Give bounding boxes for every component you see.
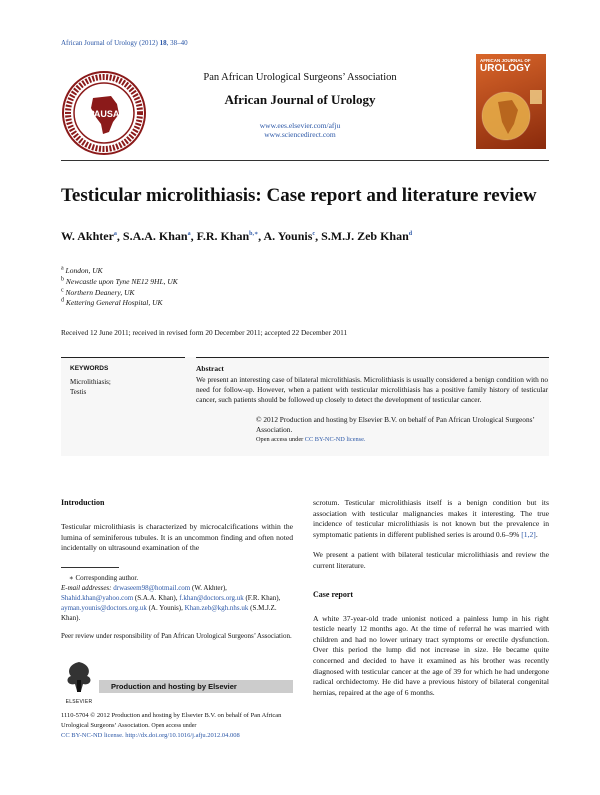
footnotes [61,573,293,641]
affiliation: $^d$ Kettering General Hospital, UK [61,297,163,308]
citation-link[interactable]: [1,2] [521,529,536,539]
abstract-text: We present an interesting case of bilateral microlithiasis. Microlithiasis is usually considered a benign condition with no need for follow-up. However, when a patient with testicular microlithiasis has a positive family history of testicular cancer, such patients should be followed up closely to detect the development of testicular cancer. [196,375,548,405]
cover-title-top: AFRICAN JOURNAL OF [480,58,531,63]
footnote-rule [61,567,119,568]
journal-cover-thumbnail [476,54,546,149]
affiliation: $^c$ Northern Deanery, UK [61,287,135,297]
author: A. Younis [263,229,313,243]
url-ees[interactable]: www.ees.elsevier.com/afju [259,121,341,130]
cover-title: UROLOGY [480,63,531,74]
open-access-line: Open access under CC BY-NC-ND license. [256,436,366,444]
affiliations [61,266,178,309]
affiliation: $^a$ London, UK [61,265,103,275]
association-name: Pan African Urological Surgeons’ Association [203,72,397,83]
introduction-heading: Introduction [61,498,105,507]
email-link[interactable]: f.khan@doctors.org.uk [179,594,244,602]
peer-review-note: Peer review under responsibility of Pan African Urological Surgeons’ Association. [61,632,292,640]
keyword: Testis [70,388,87,396]
globe-image [476,82,546,149]
keywords-box [70,364,111,397]
article-title: Testicular microlithiasis: Case report and literature review [61,185,537,206]
author-sup[interactable]: d [408,231,413,237]
doi-link[interactable]: http://dx.doi.org/10.1016/j.afju.2012.04.008 [125,732,240,739]
author-list: W. Akhter$^a$, S.A.A. Khan$^a$, F.R. Khan$^{b,∗}$, A. Younis$^c$, S.M.J. Zeb Khan$^d$ [61,229,413,243]
license-link[interactable]: CC BY-NC-ND license. [304,436,366,444]
issn-line: 1110-5704 © 2012 Production and hosting by Elsevier B.V. on behalf of Pan African Urological Surgeons’ Association. Open access under [61,712,282,729]
right-column [313,498,549,698]
author: S.A.A. Khan [122,229,188,243]
keywords-heading: KEYWORDS [70,365,109,372]
journal-citation[interactable]: African Journal of Urology (2012) [61,39,158,47]
svg-text:PAUSA: PAUSA [88,109,120,119]
abstract-copyright: © 2012 Production and hosting by Elsevier B.V. on behalf of Pan African Urological Surgeons’ Association. [256,414,535,434]
production-banner: Production and hosting by Elsevier [99,680,293,693]
elsevier-logo [61,658,97,705]
introduction-text: Testicular microlithiasis is characterized by microcalcifications within the lumina of seminiferous tubules. It is an uncommon finding and often noted incidentally on ultrasound examination of the [61,522,293,553]
intro-continued: scrotum. Testicular microlithiasis itself is a benign condition but its association with testicular malignancies makes it interesting. The true incidence of testicular microlithiasis is not known but the prevalence in symptomatic patients in different published series is around 0.6–9% [1,2]. [313,498,549,539]
license-link[interactable]: CC BY-NC-ND license. [61,732,124,739]
email-addresses: E-mail addresses: drwaseem98@hotmail.com (W. Akhter), Shahid.khan@yahoo.com (S.A.A. Khan), f.khan@doctors.org.uk (F.R. Khan), ayman.younis@doctors.org.uk (A. Younis), Khan.zeb@kgh.nhs.uk (S.M.J.Z. Khan). [61,584,281,622]
keyword: Microlithiasis; [70,378,111,386]
issn-block [61,711,293,741]
corresponding-author: ∗ Corresponding author. [69,574,139,582]
elsevier-tree-icon [61,658,97,694]
abstract-rule [196,357,549,358]
page-range: , 38–40 [166,39,188,47]
abstract [196,364,548,445]
email-link[interactable]: ayman.younis@doctors.org.uk [61,604,147,612]
case-report-heading: Case report [313,589,354,599]
case-report-text: A white 37-year-old trade unionist noticed a painless lump in his right testicle nearly 12 months ago. At the time of referral he was married with children and had no lower urinary tract symptoms or erectile dysfunction. Over this period the lump did not increase in size. He became quite concerned and decided to have it examined as his brother was recently diagnosed with testicular cancer at the age of 39 for which he had undergone radical orchidectomy. He did have a previous history of bilateral congenital hernias, repaired at the age of 6 months. [313,613,549,697]
elsevier-wordmark: ELSEVIER [65,699,93,705]
author-sup[interactable]: c [312,231,316,237]
association-logo [61,70,147,161]
journal-title: African Journal of Urology [224,92,376,107]
doi-line [61,731,293,741]
left-column [61,498,293,554]
author-sup[interactable]: a [187,231,191,237]
volume: 18 [159,39,167,47]
author: S.M.J. Zeb Khan [321,229,409,243]
masthead-center [170,72,430,139]
running-header [61,38,188,48]
email-link[interactable]: drwaseem98@hotmail.com [113,584,191,592]
email-link[interactable]: Shahid.khan@yahoo.com [61,594,134,602]
affiliation: $^b$ Newcastle upon Tyne NE12 9HL, UK [61,276,178,286]
author: F.R. Khan [196,229,250,243]
url-sciencedirect[interactable]: www.sciencedirect.com [264,130,336,139]
article-history: Received 12 June 2011; received in revised form 20 December 2011; accepted 22 December 2011 [61,328,348,337]
author-sup[interactable]: a [113,231,117,237]
intro-paragraph-2: We present a patient with bilateral testicular microlithiasis and review the current literature. [313,550,549,570]
author-sup[interactable]: b,∗ [249,231,259,237]
abstract-heading: Abstract [196,364,224,373]
keywords-rule [61,357,185,358]
email-link[interactable]: Khan.zeb@kgh.nhs.uk [184,604,249,612]
author: W. Akhter [61,229,114,243]
masthead-rule [61,160,549,161]
